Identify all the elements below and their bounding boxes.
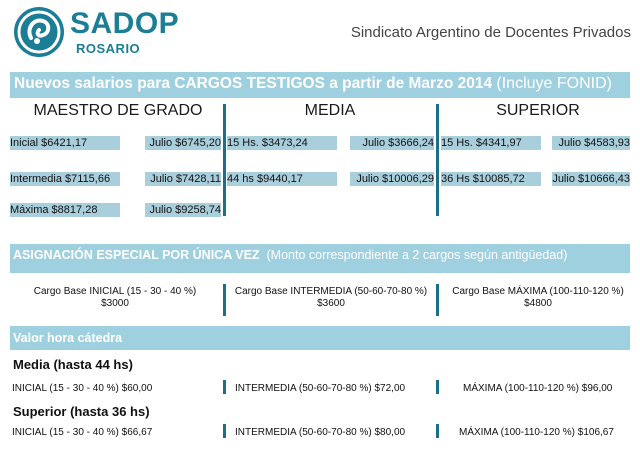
asignacion-maxima-amount: $4800: [524, 298, 552, 309]
column-divider: [436, 380, 439, 394]
valor-hora-superior-intermedia: INTERMEDIA (50-60-70-80 %) $80,00: [235, 427, 406, 438]
superior-15hs-julio: Julio $4583,93: [552, 136, 630, 150]
media-44hs: 44 hs $9440,17: [227, 172, 337, 186]
asignacion-intermedia-amount: $3600: [317, 298, 345, 309]
asignacion-title-band: [10, 244, 630, 273]
column-divider: [436, 424, 439, 438]
column-media: MEDIA: [304, 102, 356, 119]
maestro-inicial-julio: Julio $6745,20: [145, 136, 221, 150]
valor-hora-media-maxima: MÁXIMA (100-110-120 %) $96,00: [463, 383, 613, 394]
salaries-note: (Incluye FONID): [496, 75, 612, 92]
superior-15hs: 15 Hs. $4341,97: [441, 136, 541, 150]
sadop-logo-icon: [12, 6, 66, 58]
media-44hs-julio: Julio $10006,29: [350, 172, 434, 186]
column-divider: [223, 424, 226, 438]
asignacion-intermedia: [226, 286, 436, 310]
maestro-inicial: Inicial $6421,17: [10, 136, 120, 150]
asignacion-maxima: [440, 286, 636, 310]
column-divider: [436, 284, 439, 316]
asignacion-inicial-amount: $3000: [101, 298, 129, 309]
column-maestro-de-grado: MAESTRO DE GRADO: [33, 102, 203, 119]
valor-hora-media-heading: Media (hasta 44 hs): [13, 357, 133, 372]
maestro-maxima-julio: Julio $9258,74: [145, 203, 221, 217]
asignacion-maxima-label: Cargo Base MÁXIMA (100-110-120 %): [452, 286, 624, 297]
column-divider: [436, 104, 439, 216]
valor-hora-title-band: [10, 326, 630, 350]
column-divider: [223, 104, 226, 216]
asignacion-note: (Monto correspondiente a 2 cargos según antigüedad): [266, 248, 568, 262]
superior-36hs: 36 Hs $10085,72: [441, 172, 541, 186]
maestro-maxima: Máxima $8817,28: [10, 203, 120, 217]
maestro-intermedia: Intermedia $7115,66: [10, 172, 120, 186]
asignacion-inicial: [14, 286, 216, 310]
column-superior: SUPERIOR: [496, 102, 580, 119]
salaries-title: Nuevos salarios para CARGOS TESTIGOS a partir de Marzo 2014: [14, 75, 493, 92]
valor-hora-superior-maxima: MÁXIMA (100-110-120 %) $106,67: [459, 427, 614, 438]
maestro-intermedia-julio: Julio $7428,11: [145, 172, 221, 186]
media-15hs: 15 Hs. $3473,24: [227, 136, 337, 150]
organization-name: Sindicato Argentino de Docentes Privados: [350, 24, 631, 41]
asignacion-intermedia-label: Cargo Base INTERMEDIA (50-60-70-80 %): [234, 286, 428, 297]
salaries-title-band: [10, 72, 630, 98]
media-15hs-julio: Julio $3666,24: [350, 136, 434, 150]
logo-city: ROSARIO: [76, 41, 141, 56]
valor-hora-media-inicial: INICIAL (15 - 30 - 40 %) $60,00: [12, 383, 153, 394]
column-divider: [223, 284, 226, 316]
page-header: [0, 0, 640, 64]
valor-hora-superior-inicial: INICIAL (15 - 30 - 40 %) $66,67: [12, 427, 153, 438]
valor-hora-superior-heading: Superior (hasta 36 hs): [13, 404, 150, 419]
column-divider: [223, 380, 226, 394]
asignacion-inicial-label: Cargo Base INICIAL (15 - 30 - 40 %): [33, 286, 197, 297]
logo-wordmark: SADOP: [70, 7, 180, 40]
valor-hora-media-intermedia: INTERMEDIA (50-60-70-80 %) $72,00: [235, 383, 406, 394]
valor-hora-title: Valor hora cátedra: [13, 331, 123, 345]
superior-36hs-julio: Julio $10666,43: [552, 173, 630, 185]
asignacion-title: ASIGNACIÓN ESPECIAL POR ÚNICA VEZ: [13, 248, 260, 262]
